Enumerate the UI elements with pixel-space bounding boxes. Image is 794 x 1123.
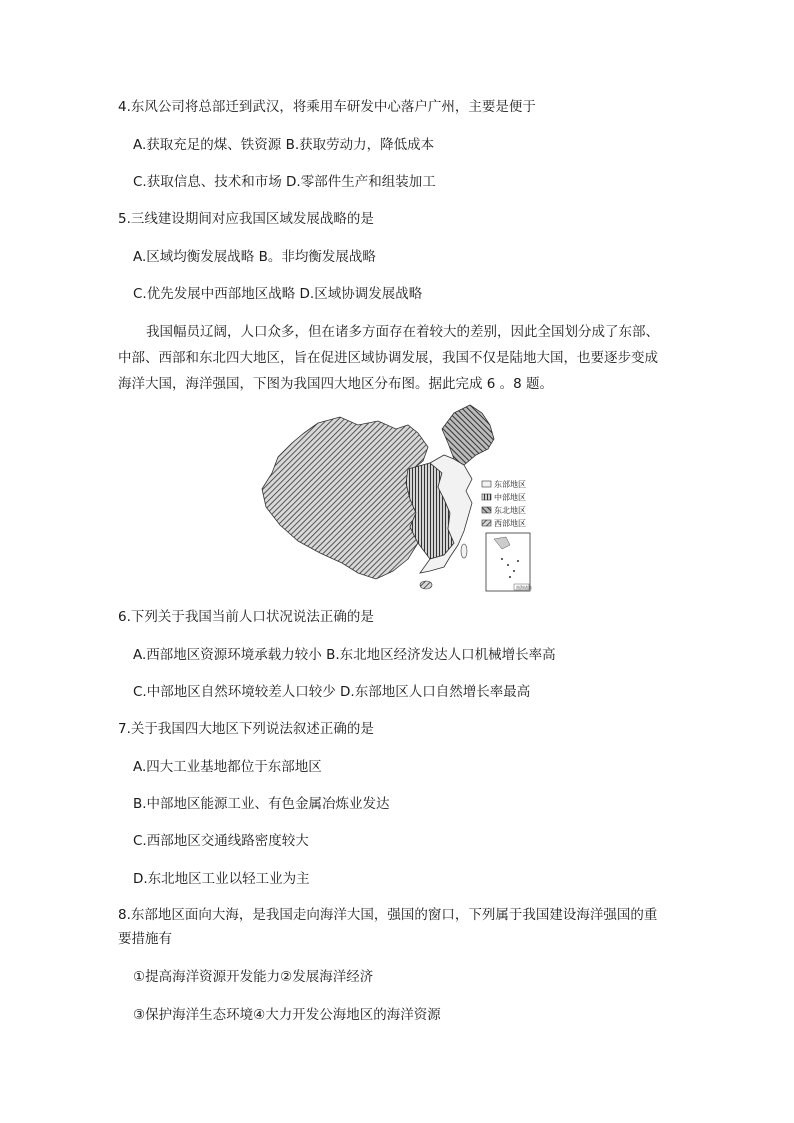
passage-line-3: 海洋大国，海洋强国，下图为我国四大地区分布图。据此完成 6 。8 题。 xyxy=(118,376,554,392)
q8-stem-line-2: 要措施有 xyxy=(118,931,172,947)
q8-items-1-2: ①提高海洋资源开发能力②发展海洋经济 xyxy=(133,969,374,985)
map-svg xyxy=(258,403,534,593)
q4-option-cd: C.获取信息、技术和市场 D.零部件生产和组装加工 xyxy=(133,174,436,190)
q8-items-3-4: ③保护海洋生态环境④大力开发公海地区的海洋资源 xyxy=(133,1007,441,1023)
taiwan-island xyxy=(461,544,467,558)
q7-option-d: D.东北地区工业以轻工业为主 xyxy=(133,871,310,887)
legend-west: 西部地区 xyxy=(494,519,526,528)
china-regions-map xyxy=(258,403,534,593)
hainan-island xyxy=(420,581,432,589)
q6-option-cd: C.中部地区自然环境较差人口较少 D.东部地区人口自然增长率最高 xyxy=(133,684,531,700)
west-region xyxy=(262,417,428,579)
q8-stem-line-1: 8.东部地区面向大海，是我国走向海洋大国，强国的窗口，下列属于我国建设海洋强国的重 xyxy=(118,907,658,923)
south-china-sea-inset xyxy=(486,533,532,591)
legend-central: 中部地区 xyxy=(494,493,526,502)
passage xyxy=(118,319,678,397)
q5-stem: 5.三线建设期间对应我国区域发展战略的是 xyxy=(118,211,374,227)
legend-east: 东部地区 xyxy=(494,480,526,489)
q7-option-c: C.西部地区交通线路密度较大 xyxy=(133,833,309,849)
q7-option-b: B.中部地区能源工业、有色金属冶炼业发达 xyxy=(133,796,390,812)
q7-stem: 7.关于我国四大地区下列说法叙述正确的是 xyxy=(118,721,374,737)
northeast-region xyxy=(442,405,494,465)
q5-option-ab: A.区域均衡发展战略 B。非均衡发展战略 xyxy=(133,249,376,265)
q6-option-ab: A.西部地区资源环境承载力较小 B.东北地区经济发达人口机械增长率高 xyxy=(133,647,556,663)
q7-option-a: A.四大工业基地都位于东部地区 xyxy=(133,759,322,775)
q4-option-ab: A.获取充足的煤、铁资源 B.获取劳动力，降低成本 xyxy=(133,137,435,153)
q5-option-cd: C.优先发展中西部地区战略 D.区域协调发展战略 xyxy=(133,286,423,302)
passage-line-1: 我国幅员辽阔，人口众多，但在诸多方面存在着较大的差别，因此全国划分成了东部、 xyxy=(146,324,659,340)
q6-stem: 6.下列关于我国当前人口状况说法正确的是 xyxy=(118,609,374,625)
inset-label: 南海诸岛 xyxy=(516,585,532,590)
map-legend xyxy=(482,479,526,528)
legend-northeast: 东北地区 xyxy=(494,506,526,515)
passage-line-2: 中部、西部和东北四大地区，旨在促进区域协调发展，我国不仅是陆地大国，也要逐步变成 xyxy=(118,350,658,366)
q4-stem: 4.东风公司将总部迁到武汉，将乘用车研发中心落户广州，主要是便于 xyxy=(118,99,536,115)
